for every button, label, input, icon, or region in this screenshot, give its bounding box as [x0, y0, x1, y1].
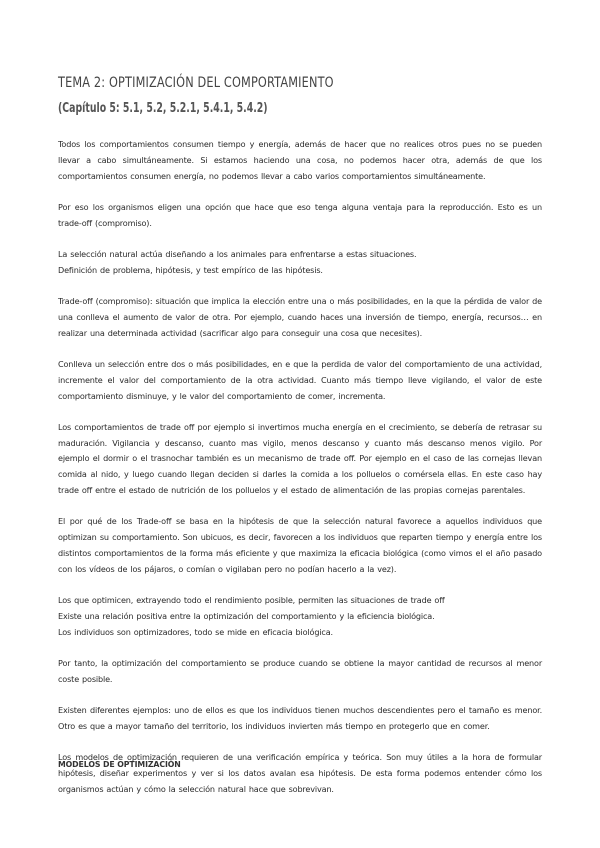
section-heading: MODELOS DE OPTIMIZACIÓN: [58, 760, 181, 769]
paragraph-line: Los que optimicen, extrayendo todo el rendimiento posible, permiten las situaciones de trade off: [58, 595, 445, 606]
document-subtitle: (Capítulo 5: 5.1, 5.2, 5.2.1, 5.4.1, 5.4.2): [58, 101, 268, 116]
document-body: [58, 137, 542, 813]
paragraph-conclusion: Por tanto, la optimización del comportamiento se produce cuando se obtiene la mayor cantidad de recursos al menor coste posible.: [58, 657, 542, 684]
paragraph-optimizers: [58, 593, 542, 640]
paragraph-line: Los individuos son optimizadores, todo se mide en eficacia biológica.: [58, 626, 333, 637]
paragraph-hypothesis: El por qué de los Trade-off se basa en la hipótesis de que la selección natural favorece a aquellos individuos que optimizan su comportamiento. Son ubicuos, es decir, favorecen a los individuos que reparten tiempo y energía entre los distintos comportamientos de la forma más eficiente y que maximiza la eficacia biológica (como vimos el el año pasado con los vídeos de los pájaros, o comían o vigilaban pero no podían hacerlo a la vez).: [58, 516, 542, 574]
paragraph-line: Existe una relación positiva entre la optimización del comportamiento y la eficiencia biológica.: [58, 610, 435, 621]
paragraph-trade-off-choice: Por eso los organismos eligen una opción que hace que eso tenga alguna ventaja para la reproducción. Esto es un trade-off (compromiso).: [58, 201, 542, 228]
paragraph-line: Definición de problema, hipótesis, y test empírico de las hipótesis.: [58, 264, 323, 275]
document-title: TEMA 2: OPTIMIZACIÓN DEL COMPORTAMIENTO: [58, 75, 334, 91]
paragraph-intro: Todos los comportamientos consumen tiempo y energía, además de hacer que no realices otros pues no se pueden llevar a cabo simultáneamente. Si estamos haciendo una cosa, no podemos hacer otra, además de que los comportamientos consumen energía, no podemos llevar a cabo varios comportamientos simultáneamente.: [58, 139, 542, 181]
paragraph-selection-value: Conlleva un selección entre dos o más posibilidades, en e que la perdida de valor del comportamiento de una actividad, incremente el valor del comportamiento de la otra actividad. Cuanto más tiempo lleve vigilando, el valor de este comportamiento disminuye, y le valor del comportamiento de comer, incrementa.: [58, 358, 542, 401]
paragraph-trade-off-definition: Trade-off (compromiso): situación que implica la elección entre una o más posibilidades, en la que la pérdida de valor de una conlleva el aumento de valor de otra. Por ejemplo, cuando haces una inversión de tiempo, energía, recursos… en realizar una determinada actividad (sacrificar algo para conseguir una cosa que necesites).: [58, 296, 542, 338]
paragraph-examples: Existen diferentes ejemplos: uno de ellos es que los individuos tienen muchos descendientes pero el tamaño es menor. Otro es que a mayor tamaño del territorio, los individuos invierten más tiempo en protegerlo que en comer.: [58, 705, 542, 731]
paragraph-natural-selection: [58, 247, 542, 279]
paragraph-line: La selección natural actúa diseñando a los animales para enfrentarse a estas situaciones.: [58, 248, 417, 259]
paragraph-trade-off-examples: Los comportamientos de trade off por ejemplo si invertimos mucha energía en el crecimiento, se debería de retrasar su maduración. Vigilancia y descanso, cuanto mas vigilo, menos descanso y cuanto más descanso menos vigilo. Por ejemplo el dormir o el trasnochar también es un mecanismo de trade off. Por ejemplo en el caso de las cornejas llevan comida al nido, y luego cuando llegan deciden si darles la comida a los polluelos o comérsela ellas. En este caso hay trade off entre el estado de nutrición de los polluelos y el estado de alimentación de las propias cornejas parentales.: [58, 421, 542, 496]
paragraph-models: Los modelos de optimización requieren de una verificación empírica y teórica. Son muy útiles a la hora de formular hipótesis, diseñar experimentos y ver si los datos avalan esa hipótesis. De esta forma podemos entender cómo los organismos actúan y cómo la selección natural hace que sobrevivan.: [58, 752, 542, 794]
